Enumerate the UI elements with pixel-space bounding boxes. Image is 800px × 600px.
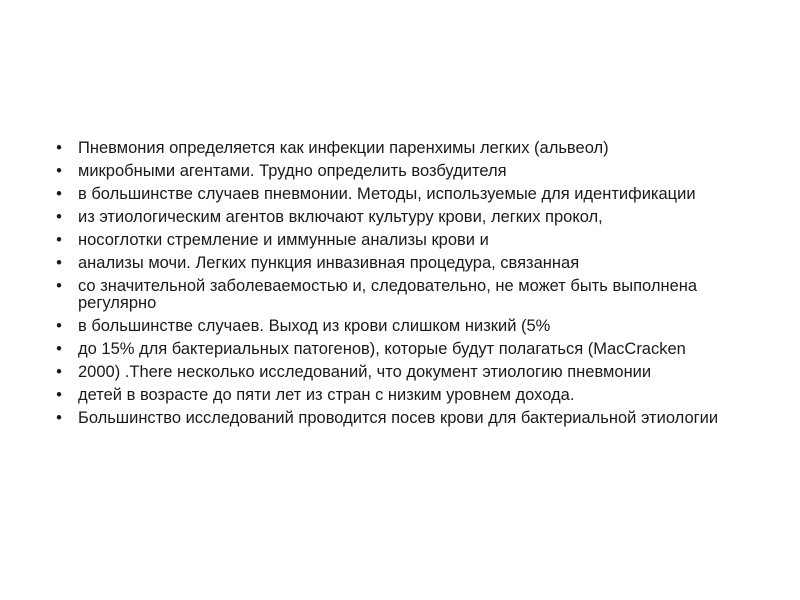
list-item <box>54 163 754 180</box>
bullet-icon: • <box>56 185 62 203</box>
bullet-list <box>54 140 754 433</box>
list-item <box>54 232 754 249</box>
bullet-icon: • <box>56 340 62 358</box>
list-item-text: Большинство исследований проводится посев крови для бактериальной этиологии <box>78 409 719 427</box>
bullet-icon: • <box>56 363 62 381</box>
bullet-icon: • <box>56 231 62 249</box>
bullet-icon: • <box>56 317 62 335</box>
list-item-text: Пневмония определяется как инфекции паренхимы легких (альвеол) <box>78 139 609 157</box>
list-item <box>54 318 754 335</box>
list-item <box>54 341 754 358</box>
list-item <box>54 186 754 203</box>
list-item <box>54 255 754 272</box>
list-item <box>54 410 754 427</box>
list-item-text: микробными агентами. Трудно определить возбудителя <box>78 162 507 180</box>
list-item <box>54 278 754 312</box>
bullet-icon: • <box>56 139 62 157</box>
list-item-text: со значительной заболеваемостью и, следовательно, не может быть выполнена регулярно <box>78 277 698 312</box>
bullet-icon: • <box>56 162 62 180</box>
list-item <box>54 364 754 381</box>
list-item-text: детей в возрасте до пяти лет из стран с низким уровнем дохода. <box>78 386 575 404</box>
list-item-text: из этиологическим агентов включают культуру крови, легких прокол, <box>78 208 603 226</box>
bullet-icon: • <box>56 409 62 427</box>
list-item <box>54 140 754 157</box>
bullet-icon: • <box>56 254 62 272</box>
list-item <box>54 209 754 226</box>
list-item-text: в большинстве случаев. Выход из крови слишком низкий (5% <box>78 317 551 335</box>
list-item-text: в большинстве случаев пневмонии. Методы, используемые для идентификации <box>78 185 696 203</box>
bullet-icon: • <box>56 386 62 404</box>
list-item-text: носоглотки стремление и иммунные анализы крови и <box>78 231 489 249</box>
list-item-text: 2000) .There несколько исследований, что документ этиологию пневмонии <box>78 363 652 381</box>
bullet-icon: • <box>56 208 62 226</box>
bullet-icon: • <box>56 277 62 295</box>
list-item-text: анализы мочи. Легких пункция инвазивная процедура, связанная <box>78 254 580 272</box>
list-item <box>54 387 754 404</box>
list-item-text: до 15% для бактериальных патогенов), которые будут полагаться (MacCracken <box>78 340 686 358</box>
